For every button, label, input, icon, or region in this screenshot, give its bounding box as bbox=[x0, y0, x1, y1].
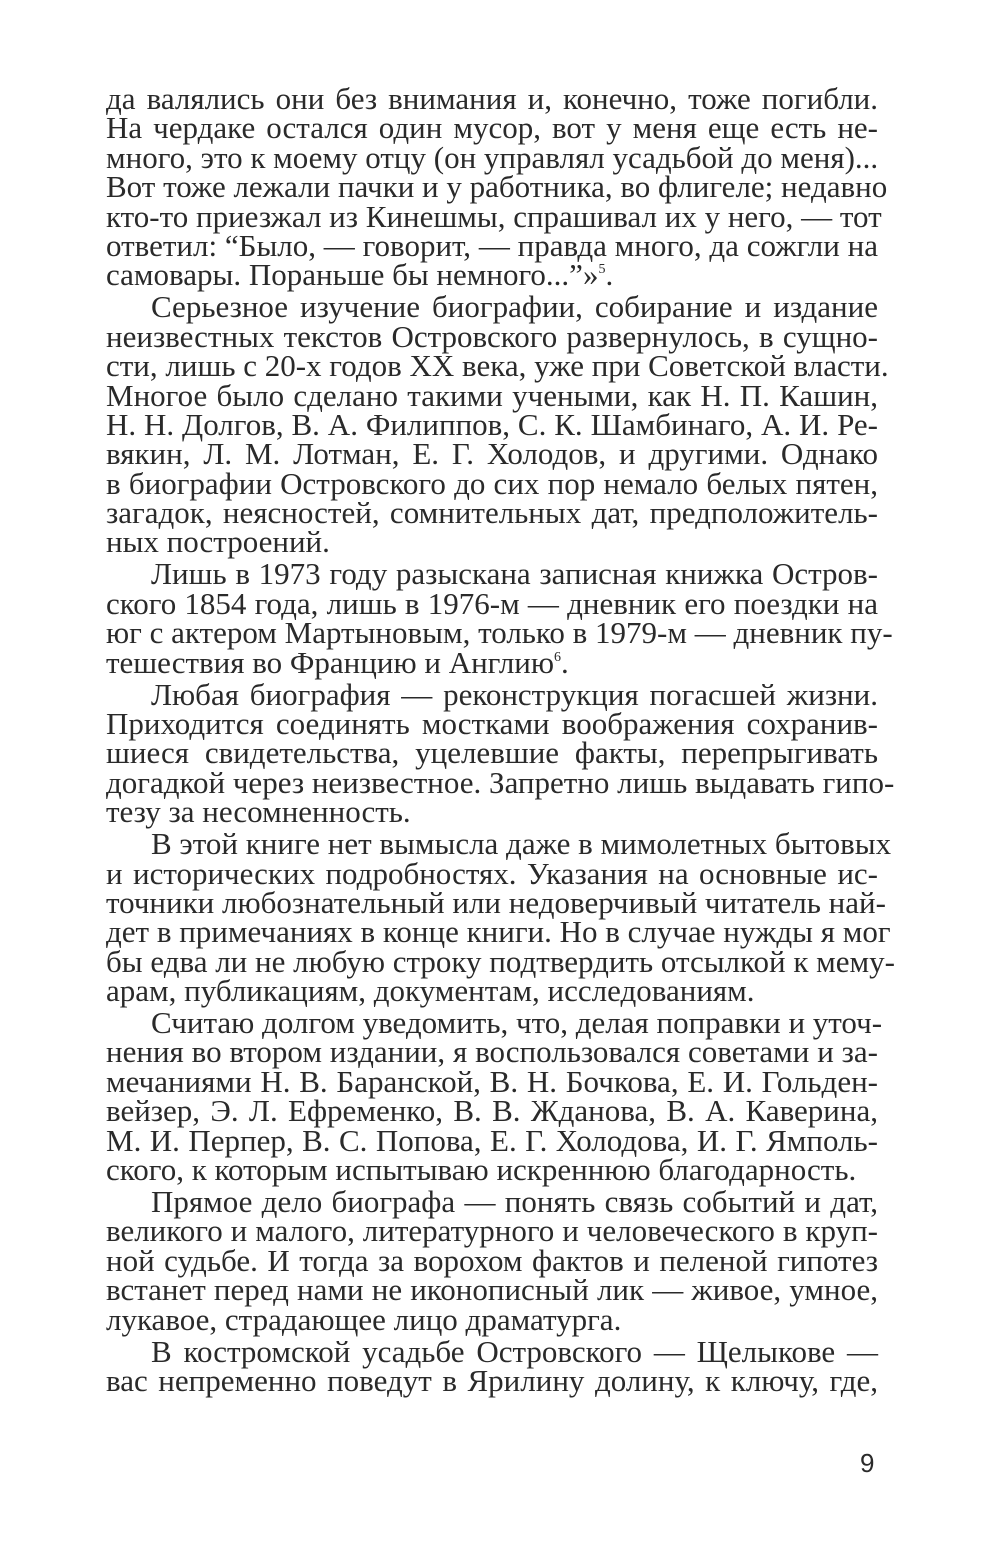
text-line: тезу за несомненность. bbox=[106, 794, 411, 830]
footnote-marker: 6 bbox=[554, 649, 562, 665]
text-line: В костромской усадьбе Островского — Щелыкове — bbox=[151, 1333, 878, 1369]
text-line: точники любознательный или недоверчивый читатель най- bbox=[106, 884, 886, 920]
text-line: Вот тоже лежали пачки и у работника, во флигеле; недавно bbox=[106, 169, 888, 205]
text-line: лукавое, страдающее лицо драматурга. bbox=[106, 1301, 622, 1337]
text-line: На чердаке остался один мусор, вот у меня еще есть не- bbox=[106, 110, 878, 146]
text-line: Многое было сделано такими учеными, как Н. П. Кашин, bbox=[106, 377, 878, 413]
text-line: ных построений. bbox=[106, 524, 330, 560]
text-line: ского, к которым испытываю искреннюю благодарность. bbox=[106, 1152, 857, 1188]
text-line: ответил: “Было, — говорит, — правда много, да сожгли на bbox=[106, 227, 878, 263]
line-text: самовары. Пораньше бы немного...”» bbox=[106, 257, 599, 293]
paragraph bbox=[106, 1005, 883, 1188]
paragraph bbox=[106, 676, 895, 830]
text-body bbox=[106, 81, 895, 1398]
paragraph bbox=[106, 556, 893, 680]
paragraph bbox=[106, 289, 889, 560]
text-line: встанет перед нами не иконописный лик — живое, умное, bbox=[106, 1272, 878, 1308]
document-page bbox=[106, 81, 895, 1398]
text-line: Лишь в 1973 году разыскана записная книжка Остров- bbox=[151, 556, 878, 592]
text-line: мечаниями Н. В. Баранской, В. Н. Бочкова, Е. И. Гольден- bbox=[106, 1063, 878, 1099]
text-line: в биографии Островского до сих пор немало белых пятен, bbox=[106, 465, 878, 501]
text-line: кто-то приезжал из Кинешмы, спрашивал их у него, — тот bbox=[106, 198, 882, 234]
text-line: и исторических подробностях. Указания на основные ис- bbox=[106, 855, 878, 891]
text-line: нения во втором издании, я воспользовался советами и за- bbox=[106, 1034, 878, 1070]
text-line: Н. Н. Долгов, В. А. Филиппов, С. К. Шамбинаго, А. И. Ре- bbox=[106, 406, 878, 442]
text-line bbox=[106, 257, 878, 293]
text-line: Серьезное изучение биографии, собирание и издание bbox=[151, 289, 878, 325]
text-line: бы едва ли не любую строку подтвердить отсылкой к мему- bbox=[106, 943, 895, 979]
text-line: юг с актером Мартыновым, только в 1979-м — дневник пу- bbox=[106, 615, 893, 651]
text-line: Любая биография — реконструкция погасшей жизни. bbox=[151, 676, 878, 712]
text-line: загадок, неясностей, сомнительных дат, предположитель- bbox=[106, 495, 878, 531]
text-line: ского 1854 года, лишь в 1976-м — дневник его поездки на bbox=[106, 585, 878, 621]
text-line: великого и малого, литературного и человеческого в круп- bbox=[106, 1213, 878, 1249]
text-line: ной судьбе. И тогда за ворохом фактов и пеленой гипотез bbox=[106, 1242, 878, 1278]
paragraph bbox=[106, 1333, 878, 1398]
text-line: много, это к моему отцу (он управлял усадьбой до меня)... bbox=[106, 139, 879, 175]
paragraph bbox=[106, 81, 888, 293]
text-line: М. И. Перпер, В. С. Попова, Е. Г. Холодова, И. Г. Ямполь- bbox=[106, 1122, 878, 1158]
text-line: Прямое дело биографа — понять связь событий и дат, bbox=[151, 1184, 878, 1220]
line-tail: . bbox=[561, 644, 569, 680]
text-line: вейзер, Э. Л. Ефременко, В. В. Жданова, В. А. Каверина, bbox=[106, 1093, 878, 1129]
text-line: вякин, Л. М. Лотман, Е. Г. Холодов, и другими. Однако bbox=[106, 436, 878, 472]
text-line: да валялись они без внимания и, конечно, тоже погибли. bbox=[106, 81, 878, 116]
text-line: шиеся свидетельства, уцелевшие факты, перепрыгивать bbox=[106, 735, 878, 771]
text-line: сти, лишь с 20-х годов XX века, уже при Советской власти. bbox=[106, 348, 889, 384]
text-line: Приходится соединять мостками воображения сохранив- bbox=[106, 705, 878, 741]
paragraph bbox=[106, 1184, 878, 1337]
paragraph bbox=[106, 826, 895, 1009]
text-line: неизвестных текстов Островского развернулось, в сущно- bbox=[106, 318, 878, 354]
page-number: 9 bbox=[860, 1448, 875, 1478]
footnote-marker: 5 bbox=[598, 262, 606, 278]
text-line: дет в примечаниях в конце книги. Но в случае нужды я мог bbox=[106, 914, 891, 950]
text-line: Считаю долгом уведомить, что, делая поправки и уточ- bbox=[151, 1005, 883, 1041]
text-line: арам, публикациям, документам, исследованиям. bbox=[106, 973, 755, 1009]
text-line: В этой книге нет вымысла даже в мимолетных бытовых bbox=[151, 826, 892, 862]
text-line bbox=[106, 644, 878, 680]
text-line: догадкой через неизвестное. Запретно лишь выдавать гипо- bbox=[106, 764, 895, 800]
line-text: тешествия во Францию и Англию bbox=[106, 644, 555, 680]
line-tail: . bbox=[605, 257, 614, 293]
text-line: вас непременно поведут в Ярилину долину, к ключу, где, bbox=[106, 1362, 878, 1398]
